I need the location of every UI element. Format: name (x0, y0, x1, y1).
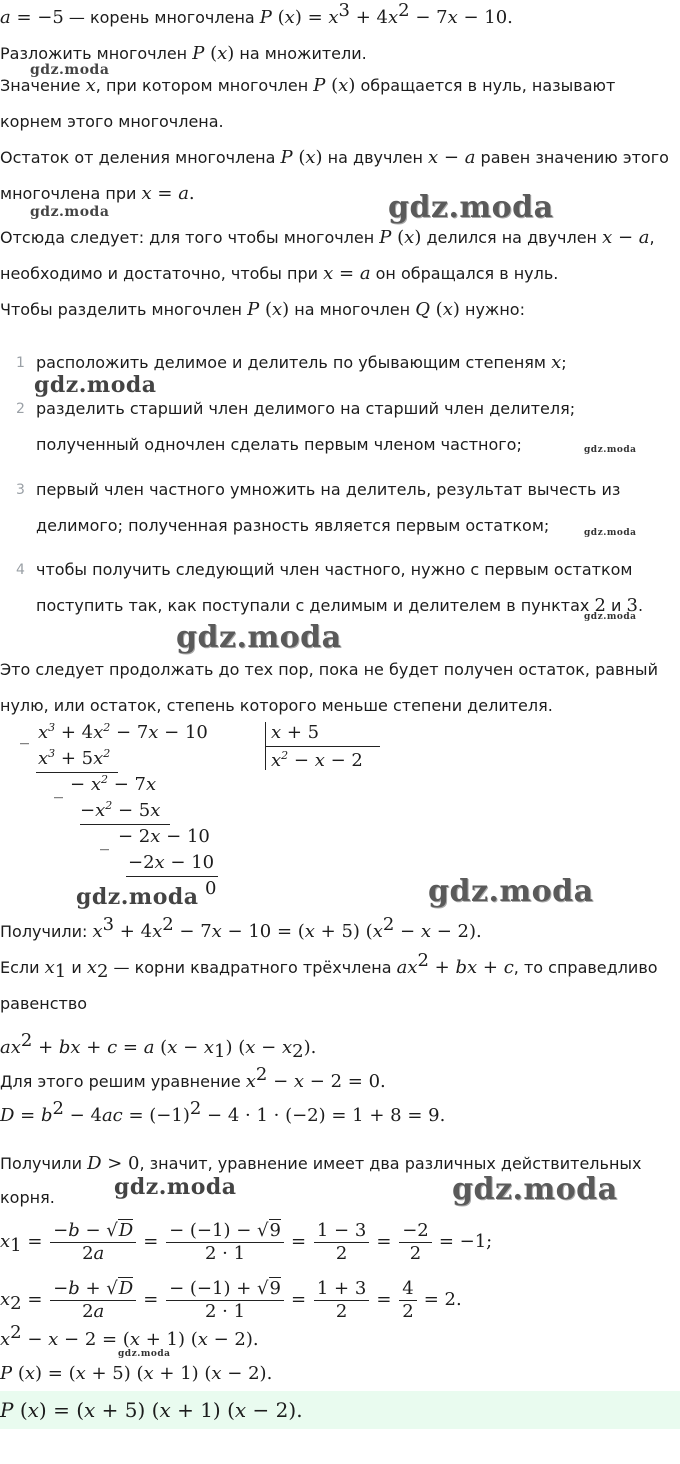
division-minus-sign: _ (54, 778, 63, 799)
dividend: $x^3 + 4x^2 - 7x - 10$ (38, 721, 208, 743)
watermark: gdz.moda (584, 612, 637, 622)
statement-line: a = −5 — корень многочлена P $(x) = x^3 + 4x^2 - 7x - 10$. (0, 0, 513, 28)
list-item: разделить старший член делимого на старший член делителя; (36, 399, 576, 418)
follows-line-2: необходимо и достаточно, чтобы при x = a он обращался в нуль. (0, 263, 559, 284)
division-bar-horizontal (265, 746, 380, 747)
subtrahend-3: −2x − 10 (128, 852, 215, 873)
list-item-continuation: поступить так, как поступали с делимым и делителем в пунктах 2 и 3. (36, 595, 644, 616)
division-underline (80, 824, 170, 825)
discriminant-formula: $D = b^2 - 4ac = (-1)^2 - 4 \cdot 1 \cdot (-2) = 1 + 8 = 9$. (0, 1098, 446, 1126)
root-x2-formula: $x_2$ = $\frac{-b + √D}{2a}$ = $\frac{- (-1) + √9}{2 \cdot 1}$ = $\frac{1 + 3}{2}$ = $\frac{4}{2}$ = 2. (0, 1278, 462, 1322)
continue-line-2: нулю, или остаток, степень которого меньше степени делителя. (0, 696, 553, 715)
divisor: x + 5 (271, 722, 320, 743)
watermark: gdz.moda (34, 372, 157, 398)
list-item-number: 4 (16, 562, 25, 578)
vieta-line-1: Если $x_1$ и $x_2$ — корни квадратного трёхчлена $ax^2$ + bx + c, то справедливо (0, 950, 658, 982)
list-item: расположить делимое и делитель по убывающим степеням x; (36, 352, 567, 373)
remainder-1: − $x^2 - 7x$ (70, 773, 157, 795)
factorization-result-line: Получили: $x^3 + 4x^2 - 7x - 10 = (x + 5) (x^2 - x - 2)$. (0, 914, 482, 942)
watermark: gdz.moda (388, 190, 554, 225)
root-x1-formula: $x_1$ = $\frac{-b - √D}{2a}$ = $\frac{- (-1) - √9}{2 \cdot 1}$ = $\frac{1 - 3}{2}$ = $\frac{-2}{2}$ = −1; (0, 1220, 493, 1264)
watermark: gdz.moda (584, 445, 637, 455)
list-item-number: 3 (16, 482, 25, 498)
list-item: первый член частного умножить на делитель, результат вычесть из (36, 480, 621, 499)
division-minus-sign: _ (20, 724, 29, 745)
watermark: gdz.moda (114, 1174, 237, 1200)
division-bar-vertical (265, 722, 266, 746)
watermark: gdz.moda (176, 620, 342, 655)
remainder-line-2: многочлена при x = a. (0, 183, 195, 204)
root-definition-line-1: Значение x, при котором многочлен P (x) обращается в нуль, называют (0, 75, 616, 96)
list-item-continuation: делимого; полученная разность является первым остатком; (36, 516, 550, 535)
task-line: Разложить многочлен P (x) на множители. (0, 43, 367, 64)
watermark: gdz.moda (428, 874, 594, 909)
list-item: чтобы получить следующий член частного, нужно с первым остатком (36, 560, 633, 579)
quadratic-factorization: $x^2 - x - 2 = (x + 1) (x - 2)$. (0, 1322, 259, 1350)
division-underline (126, 876, 218, 877)
vieta-line-2: равенство (0, 994, 88, 1013)
final-remainder: 0 (205, 878, 217, 899)
root-definition-line-2: корнем этого многочлена. (0, 112, 224, 131)
continue-line-1: Это следует продолжать до тех пор, пока не будет получен остаток, равный (0, 660, 658, 679)
quotient: $x^2 - x - 2$ (271, 749, 363, 771)
discriminant-conclusion-2: корня. (0, 1188, 55, 1207)
discriminant-conclusion-1: Получили D > 0, значит, уравнение имеет два различных действительных (0, 1153, 642, 1174)
division-minus-sign: _ (100, 830, 109, 851)
watermark: gdz.moda (30, 62, 110, 78)
full-factorization: P (x) = (x + 5) (x + 1) (x − 2). (0, 1363, 273, 1384)
list-item-number: 2 (16, 401, 25, 417)
answer-formula: P (x) = (x + 5) (x + 1) (x − 2). (0, 1398, 303, 1422)
follows-line-1: Отсюда следует: для того чтобы многочлен P (x) делился на двучлен x − a, (0, 227, 655, 248)
watermark: gdz.moda (118, 1349, 171, 1359)
watermark: gdz.moda (30, 204, 110, 220)
watermark: gdz.moda (452, 1172, 618, 1207)
remainder-line-1: Остаток от деления многочлена P (x) на двучлен x − a равен значению этого (0, 147, 669, 168)
divide-intro-line: Чтобы разделить многочлен P (x) на многочлен Q (x) нужно: (0, 299, 525, 320)
factored-form-formula: $ax^2$ + bx + c = a $(x - x_1)$ $(x - x_2)$. (0, 1030, 317, 1062)
watermark: gdz.moda (584, 528, 637, 538)
subtrahend-2: $-x^2 - 5x$ (80, 799, 161, 821)
list-item-number: 1 (16, 355, 25, 371)
remainder-2: − 2x − 10 (118, 826, 210, 847)
solve-equation-line: Для этого решим уравнение $x^2 - x - 2 = 0$. (0, 1064, 386, 1092)
list-item-continuation: полученный одночлен сделать первым членом частного; (36, 435, 522, 454)
division-bar-vertical (265, 746, 266, 770)
watermark: gdz.moda (76, 884, 199, 910)
subtrahend-1: $x^3 + 5x^2$ (38, 747, 111, 769)
